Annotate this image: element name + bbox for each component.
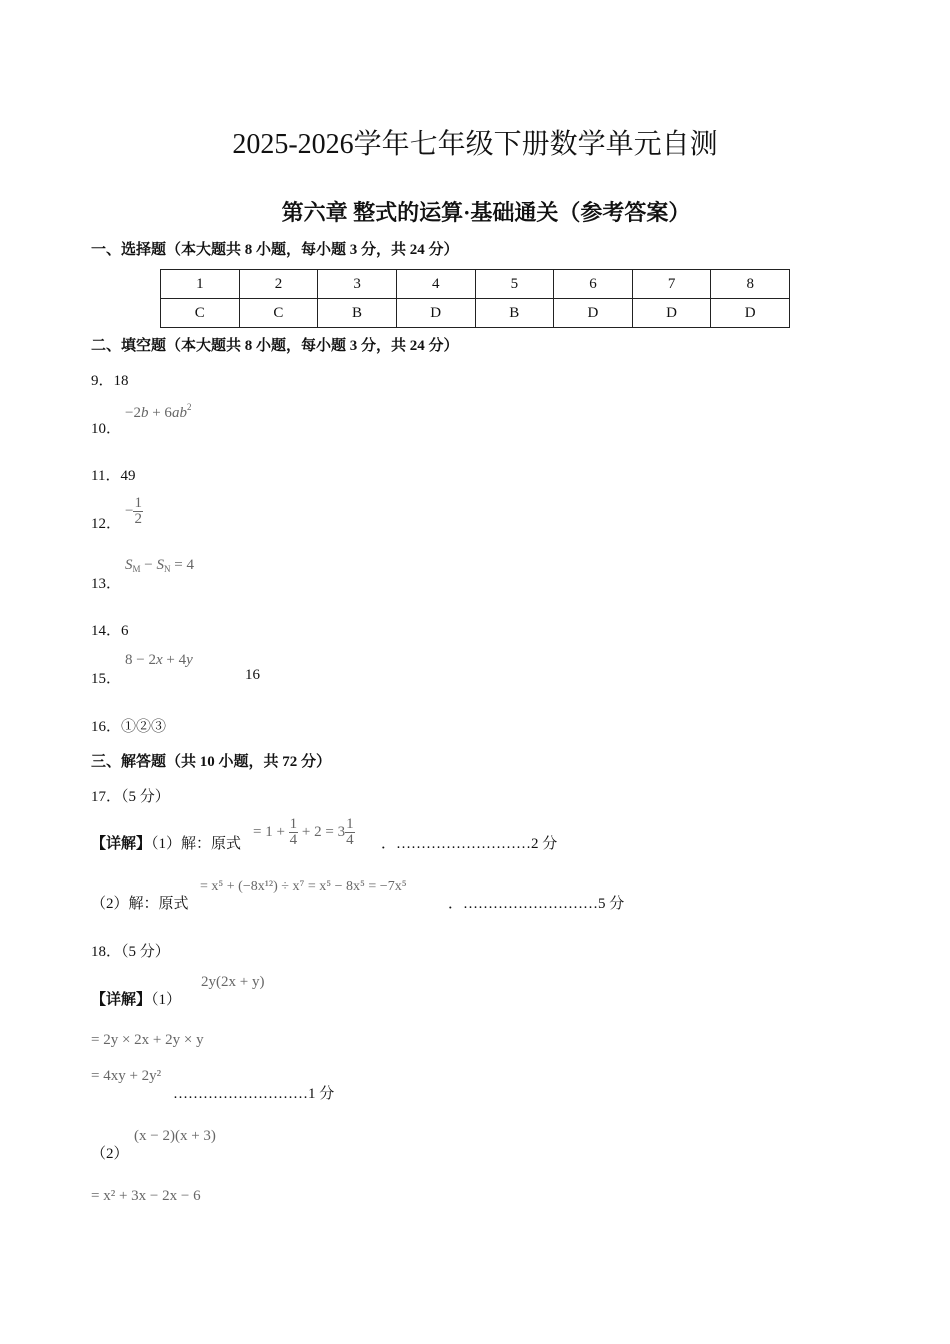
- section2-heading: 二、填空题（本大题共 8 小题，每小题 3 分，共 24 分）: [91, 338, 459, 354]
- q18-part1: [91, 988, 181, 1009]
- answer-table-answer-cell: D: [554, 299, 633, 328]
- answer-table-number-cell: 1: [161, 270, 240, 299]
- q17-part1-score: 2 分: [531, 836, 558, 852]
- q17-heading: 17．（5 分）: [91, 789, 170, 805]
- q16-number: 16．: [91, 719, 122, 735]
- q17-detail-label: 【详解】: [91, 836, 152, 852]
- q14: [91, 619, 129, 640]
- q18-detail-label: 【详解】: [91, 992, 152, 1008]
- q14-answer: 6: [121, 623, 129, 639]
- page-title: 2025-2026学年七年级下册数学单元自测: [232, 129, 718, 160]
- answer-table-answer-cell: B: [475, 299, 554, 328]
- q9: [91, 369, 129, 390]
- q11-number: 11．: [91, 468, 121, 484]
- q11: [91, 464, 135, 485]
- q18-line3: = x² + 3x − 2x − 6: [91, 1188, 201, 1204]
- answer-table-number-cell: 3: [318, 270, 397, 299]
- q17-part2-math: = x⁵ + (−8x¹²) ÷ x⁷ = x⁵ − 8x⁵ = −7x⁵: [200, 879, 407, 894]
- q18-line1: = 2y × 2x + 2y × y: [91, 1032, 204, 1048]
- answer-table-answer-cell: C: [239, 299, 318, 328]
- answer-table-answer-cell: D: [396, 299, 475, 328]
- q9-answer: 18: [113, 373, 129, 389]
- page-subtitle: 第六章 整式的运算·基础通关（参考答案）: [281, 200, 691, 225]
- q18-part1-label: （1）: [151, 992, 182, 1008]
- answer-table-number-cell: 5: [475, 270, 554, 299]
- answer-table-answer-cell: D: [632, 299, 711, 328]
- q13-number: 13．: [91, 576, 122, 592]
- answer-table-number-cell: 4: [396, 270, 475, 299]
- q10-number: 10．: [91, 421, 122, 437]
- q15-answer-1: 8 − 2x + 4y: [125, 652, 193, 668]
- answer-table-answers-row: [161, 299, 790, 328]
- q17-part1: [91, 832, 241, 853]
- q18-score-line: ………………………1 分: [173, 1086, 335, 1102]
- answer-table-answer-cell: D: [711, 299, 790, 328]
- q11-answer: 49: [120, 468, 136, 484]
- answer-table-number-cell: 7: [632, 270, 711, 299]
- q12-number: 12．: [91, 516, 122, 532]
- q17-part1-score-line: ．………………………2 分: [381, 836, 558, 852]
- q12-answer: − $\frac{1}{2}$: [125, 495, 142, 527]
- q18-line2: = 4xy + 2y²: [91, 1068, 162, 1084]
- q18-part1-score: 1 分: [308, 1086, 335, 1102]
- answer-table-numbers-row: [161, 270, 790, 299]
- answer-table-answer-cell: B: [318, 299, 397, 328]
- q17-part2-score: 5 分: [598, 896, 625, 912]
- q17-part1-label: （1）解：原式: [151, 836, 242, 852]
- q9-number: 9．: [91, 373, 114, 389]
- q18-part1-expr: 2y(2x + y): [201, 974, 265, 990]
- answer-table-number-cell: 2: [239, 270, 318, 299]
- answer-table-number-cell: 8: [711, 270, 790, 299]
- q10-answer: $-2b + 6ab^2$: [125, 402, 192, 421]
- answer-table-answer-cell: C: [161, 299, 240, 328]
- answer-table: [160, 269, 790, 328]
- q13-answer: $S_M - S_N = 4$: [125, 557, 194, 574]
- q18-heading: 18．（5 分）: [91, 944, 170, 960]
- q17-part2-label: （2）解：原式: [91, 896, 189, 912]
- section3-heading: 三、解答题（共 10 小题，共 72 分）: [91, 754, 332, 770]
- section1-heading: 一、选择题（本大题共 8 小题，每小题 3 分，共 24 分）: [91, 242, 459, 258]
- q14-number: 14．: [91, 623, 122, 639]
- q16: [91, 715, 166, 736]
- q18-part2-expr: (x − 2)(x + 3): [134, 1128, 216, 1144]
- q15-number: 15．: [91, 671, 122, 687]
- q16-answer: ①②③: [121, 719, 167, 735]
- q17-part1-math: = 1 + $\frac{1}{4}$ + 2 = 3 $\frac{1}{4}$: [253, 816, 354, 848]
- q12-fraction: $\frac{1}{2}$: [134, 495, 142, 527]
- q18-part2-label: （2）: [91, 1146, 129, 1162]
- q17-part2-score-line: ．………………………5 分: [448, 896, 625, 912]
- q15-answer-2: 16: [245, 667, 260, 683]
- answer-table-number-cell: 6: [554, 270, 633, 299]
